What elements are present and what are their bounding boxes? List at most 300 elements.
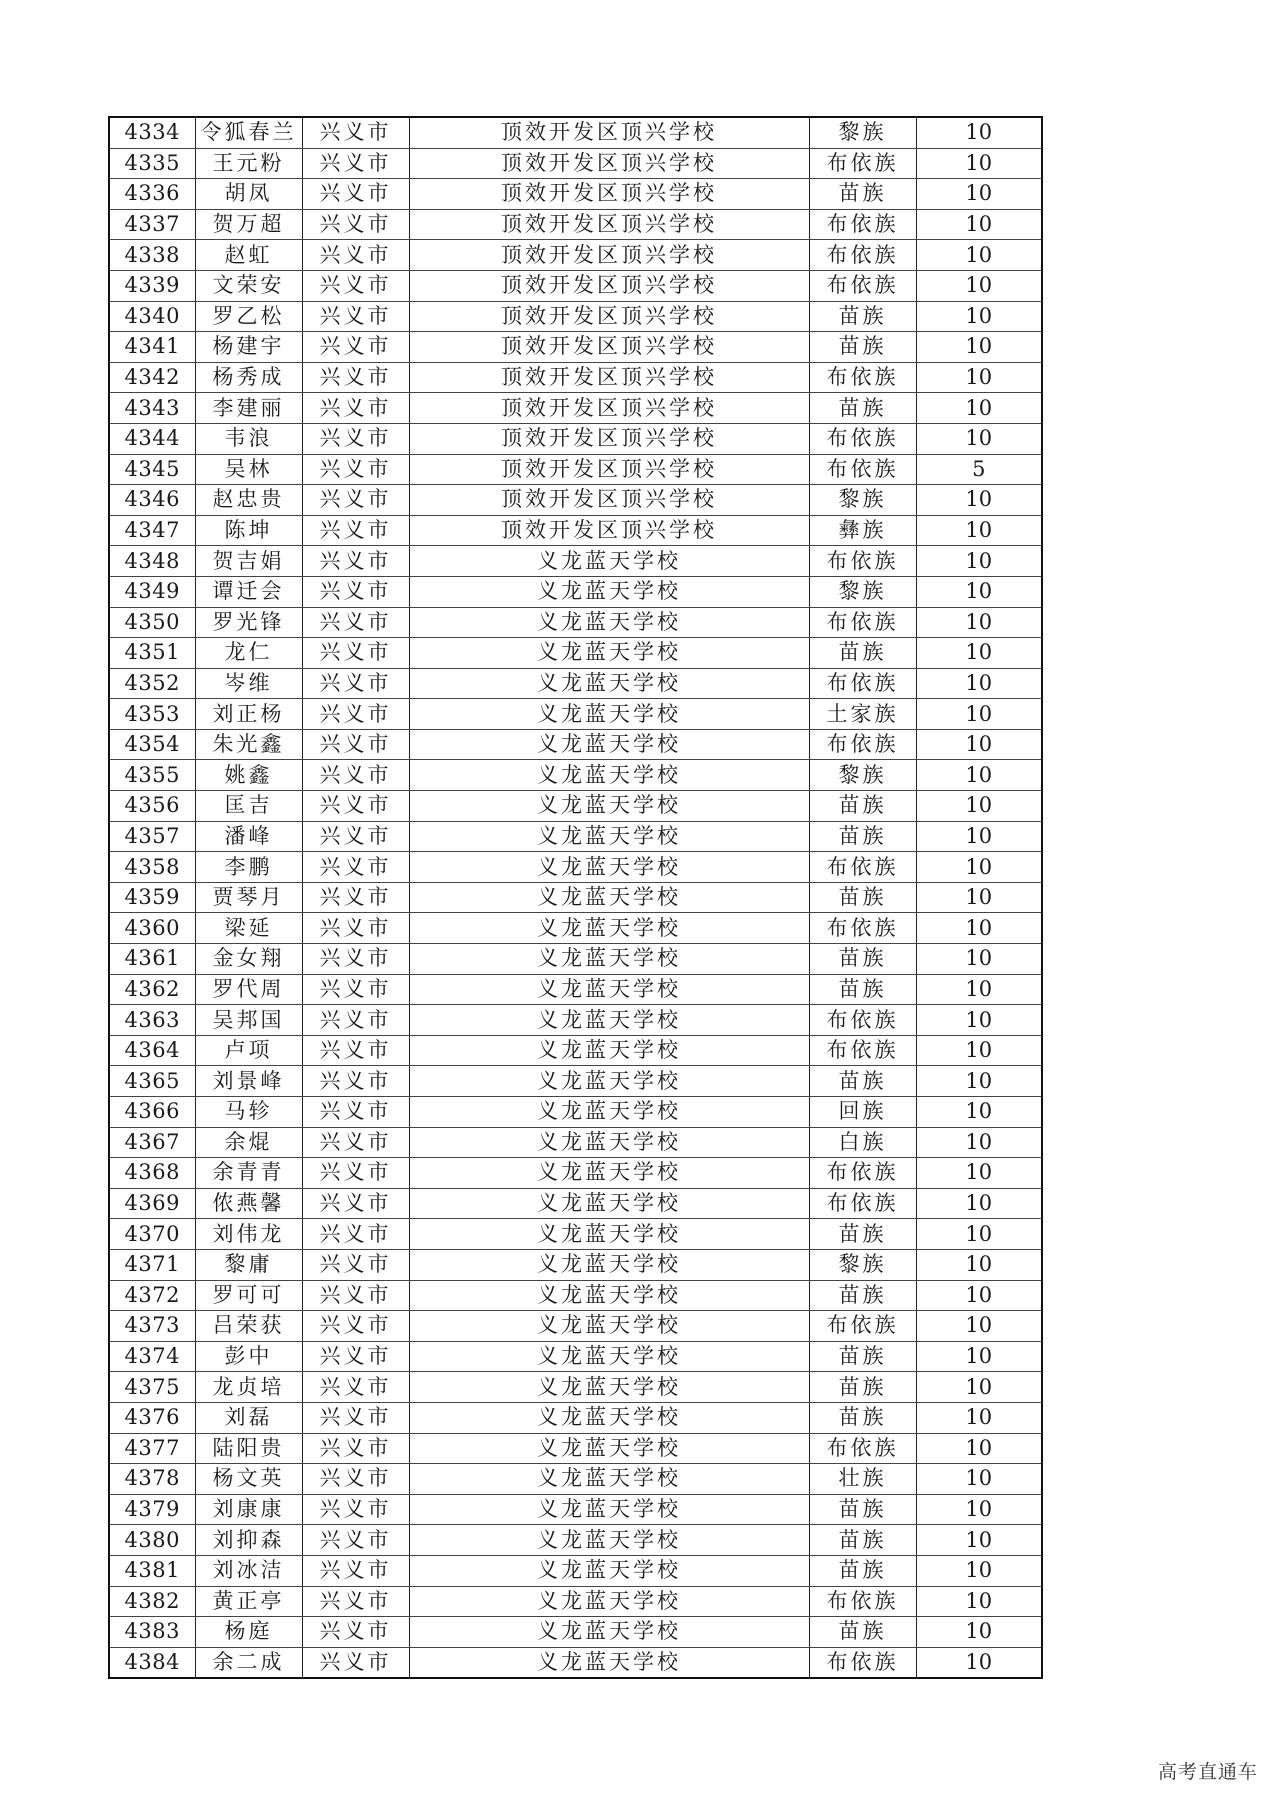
student-name-cell: 刘抑森: [195, 1525, 302, 1556]
city-cell: 兴义市: [302, 852, 409, 883]
bonus-points-cell: 10: [916, 332, 1042, 363]
table-row: [109, 1433, 1042, 1464]
bonus-points-cell: 10: [916, 1525, 1042, 1556]
ethnicity-cell: 布依族: [809, 1311, 916, 1342]
bonus-points-cell: 10: [916, 148, 1042, 179]
bonus-points-cell: 10: [916, 240, 1042, 271]
row-number-cell: 4359: [109, 882, 195, 913]
student-name-cell: 文荣安: [195, 270, 302, 301]
student-name-cell: 余焜: [195, 1127, 302, 1158]
bonus-points-cell: 10: [916, 423, 1042, 454]
city-cell: 兴义市: [302, 423, 409, 454]
bonus-points-cell: 10: [916, 699, 1042, 730]
bonus-points-cell: 10: [916, 1005, 1042, 1036]
city-cell: 兴义市: [302, 1617, 409, 1648]
city-cell: 兴义市: [302, 1402, 409, 1433]
student-name-cell: 杨文英: [195, 1464, 302, 1495]
row-number-cell: 4366: [109, 1097, 195, 1128]
city-cell: 兴义市: [302, 638, 409, 669]
city-cell: 兴义市: [302, 209, 409, 240]
school-name-cell: 顶效开发区顶兴学校: [409, 148, 809, 179]
table-row: [109, 1494, 1042, 1525]
table-row: [109, 362, 1042, 393]
ethnicity-cell: 苗族: [809, 821, 916, 852]
table-row: [109, 546, 1042, 577]
student-name-cell: 余青青: [195, 1158, 302, 1189]
city-cell: 兴义市: [302, 301, 409, 332]
ethnicity-cell: 布依族: [809, 729, 916, 760]
bonus-points-cell: 10: [916, 1494, 1042, 1525]
row-number-cell: 4381: [109, 1555, 195, 1586]
city-cell: 兴义市: [302, 1280, 409, 1311]
city-cell: 兴义市: [302, 332, 409, 363]
city-cell: 兴义市: [302, 1005, 409, 1036]
school-name-cell: 顶效开发区顶兴学校: [409, 423, 809, 454]
ethnicity-cell: 布依族: [809, 1035, 916, 1066]
table-row: [109, 638, 1042, 669]
bonus-points-cell: 10: [916, 638, 1042, 669]
ethnicity-cell: 苗族: [809, 332, 916, 363]
city-cell: 兴义市: [302, 485, 409, 516]
school-name-cell: 义龙蓝天学校: [409, 729, 809, 760]
ethnicity-cell: 布依族: [809, 209, 916, 240]
school-name-cell: 顶效开发区顶兴学校: [409, 301, 809, 332]
student-name-cell: 赵忠贵: [195, 485, 302, 516]
score-list-table-container: [108, 116, 1043, 1679]
school-name-cell: 义龙蓝天学校: [409, 791, 809, 822]
city-cell: 兴义市: [302, 546, 409, 577]
bonus-points-cell: 10: [916, 1249, 1042, 1280]
row-number-cell: 4376: [109, 1402, 195, 1433]
watermark-text: 高考直通车: [1157, 1761, 1258, 1783]
school-name-cell: 义龙蓝天学校: [409, 1402, 809, 1433]
student-name-cell: 刘冰洁: [195, 1555, 302, 1586]
ethnicity-cell: 布依族: [809, 148, 916, 179]
bonus-points-cell: 10: [916, 117, 1042, 148]
table-row: [109, 148, 1042, 179]
ethnicity-cell: 苗族: [809, 1066, 916, 1097]
table-row: [109, 944, 1042, 975]
table-row: [109, 1188, 1042, 1219]
city-cell: 兴义市: [302, 1097, 409, 1128]
student-name-cell: 潘峰: [195, 821, 302, 852]
city-cell: 兴义市: [302, 515, 409, 546]
city-cell: 兴义市: [302, 1555, 409, 1586]
score-list-table: [108, 116, 1043, 1679]
student-name-cell: 贺吉娟: [195, 546, 302, 577]
ethnicity-cell: 苗族: [809, 1617, 916, 1648]
student-name-cell: 杨庭: [195, 1617, 302, 1648]
bonus-points-cell: 10: [916, 1280, 1042, 1311]
table-row: [109, 1219, 1042, 1250]
city-cell: 兴义市: [302, 117, 409, 148]
school-name-cell: 义龙蓝天学校: [409, 944, 809, 975]
row-number-cell: 4368: [109, 1158, 195, 1189]
student-name-cell: 岑维: [195, 668, 302, 699]
school-name-cell: 顶效开发区顶兴学校: [409, 209, 809, 240]
city-cell: 兴义市: [302, 974, 409, 1005]
school-name-cell: 义龙蓝天学校: [409, 1066, 809, 1097]
city-cell: 兴义市: [302, 1464, 409, 1495]
row-number-cell: 4335: [109, 148, 195, 179]
table-row: [109, 332, 1042, 363]
student-name-cell: 胡凤: [195, 179, 302, 210]
table-row: [109, 117, 1042, 148]
table-row: [109, 423, 1042, 454]
student-name-cell: 刘康康: [195, 1494, 302, 1525]
row-number-cell: 4357: [109, 821, 195, 852]
bonus-points-cell: 10: [916, 515, 1042, 546]
table-row: [109, 1066, 1042, 1097]
row-number-cell: 4353: [109, 699, 195, 730]
row-number-cell: 4364: [109, 1035, 195, 1066]
bonus-points-cell: 10: [916, 791, 1042, 822]
bonus-points-cell: 10: [916, 485, 1042, 516]
city-cell: 兴义市: [302, 240, 409, 271]
table-row: [109, 882, 1042, 913]
row-number-cell: 4344: [109, 423, 195, 454]
school-name-cell: 义龙蓝天学校: [409, 1617, 809, 1648]
city-cell: 兴义市: [302, 1188, 409, 1219]
ethnicity-cell: 苗族: [809, 1555, 916, 1586]
city-cell: 兴义市: [302, 1311, 409, 1342]
row-number-cell: 4383: [109, 1617, 195, 1648]
bonus-points-cell: 10: [916, 1464, 1042, 1495]
city-cell: 兴义市: [302, 1586, 409, 1617]
table-row: [109, 1647, 1042, 1678]
bonus-points-cell: 10: [916, 607, 1042, 638]
city-cell: 兴义市: [302, 944, 409, 975]
table-row: [109, 1097, 1042, 1128]
bonus-points-cell: 10: [916, 179, 1042, 210]
city-cell: 兴义市: [302, 791, 409, 822]
school-name-cell: 义龙蓝天学校: [409, 882, 809, 913]
row-number-cell: 4339: [109, 270, 195, 301]
school-name-cell: 义龙蓝天学校: [409, 913, 809, 944]
row-number-cell: 4377: [109, 1433, 195, 1464]
row-number-cell: 4361: [109, 944, 195, 975]
student-name-cell: 姚鑫: [195, 760, 302, 791]
city-cell: 兴义市: [302, 1219, 409, 1250]
school-name-cell: 义龙蓝天学校: [409, 1372, 809, 1403]
ethnicity-cell: 苗族: [809, 944, 916, 975]
city-cell: 兴义市: [302, 607, 409, 638]
table-row: [109, 821, 1042, 852]
city-cell: 兴义市: [302, 668, 409, 699]
bonus-points-cell: 10: [916, 1586, 1042, 1617]
city-cell: 兴义市: [302, 699, 409, 730]
ethnicity-cell: 苗族: [809, 179, 916, 210]
ethnicity-cell: 布依族: [809, 852, 916, 883]
student-name-cell: 梁延: [195, 913, 302, 944]
table-row: [109, 1280, 1042, 1311]
ethnicity-cell: 布依族: [809, 362, 916, 393]
row-number-cell: 4341: [109, 332, 195, 363]
city-cell: 兴义市: [302, 821, 409, 852]
ethnicity-cell: 苗族: [809, 393, 916, 424]
ethnicity-cell: 黎族: [809, 576, 916, 607]
student-name-cell: 陈坤: [195, 515, 302, 546]
bonus-points-cell: 10: [916, 944, 1042, 975]
school-name-cell: 义龙蓝天学校: [409, 1494, 809, 1525]
table-row: [109, 699, 1042, 730]
city-cell: 兴义市: [302, 760, 409, 791]
ethnicity-cell: 布依族: [809, 1158, 916, 1189]
row-number-cell: 4355: [109, 760, 195, 791]
school-name-cell: 义龙蓝天学校: [409, 974, 809, 1005]
row-number-cell: 4354: [109, 729, 195, 760]
row-number-cell: 4347: [109, 515, 195, 546]
school-name-cell: 顶效开发区顶兴学校: [409, 270, 809, 301]
city-cell: 兴义市: [302, 362, 409, 393]
bonus-points-cell: 10: [916, 576, 1042, 607]
school-name-cell: 顶效开发区顶兴学校: [409, 240, 809, 271]
row-number-cell: 4360: [109, 913, 195, 944]
ethnicity-cell: 布依族: [809, 240, 916, 271]
city-cell: 兴义市: [302, 913, 409, 944]
ethnicity-cell: 苗族: [809, 974, 916, 1005]
row-number-cell: 4374: [109, 1341, 195, 1372]
bonus-points-cell: 10: [916, 1372, 1042, 1403]
student-name-cell: 陆阳贵: [195, 1433, 302, 1464]
school-name-cell: 义龙蓝天学校: [409, 546, 809, 577]
ethnicity-cell: 黎族: [809, 1249, 916, 1280]
table-body: [109, 117, 1042, 1678]
table-row: [109, 240, 1042, 271]
bonus-points-cell: 10: [916, 209, 1042, 240]
table-row: [109, 852, 1042, 883]
table-row: [109, 485, 1042, 516]
row-number-cell: 4334: [109, 117, 195, 148]
table-row: [109, 1372, 1042, 1403]
ethnicity-cell: 布依族: [809, 1647, 916, 1678]
ethnicity-cell: 黎族: [809, 760, 916, 791]
bonus-points-cell: 10: [916, 1188, 1042, 1219]
student-name-cell: 刘景峰: [195, 1066, 302, 1097]
ethnicity-cell: 苗族: [809, 882, 916, 913]
city-cell: 兴义市: [302, 1066, 409, 1097]
ethnicity-cell: 布依族: [809, 423, 916, 454]
student-name-cell: 韦浪: [195, 423, 302, 454]
table-row: [109, 1402, 1042, 1433]
table-row: [109, 668, 1042, 699]
table-row: [109, 974, 1042, 1005]
student-name-cell: 罗代周: [195, 974, 302, 1005]
school-name-cell: 义龙蓝天学校: [409, 821, 809, 852]
student-name-cell: 赵虹: [195, 240, 302, 271]
row-number-cell: 4358: [109, 852, 195, 883]
table-row: [109, 1311, 1042, 1342]
student-name-cell: 黄正亭: [195, 1586, 302, 1617]
table-row: [109, 301, 1042, 332]
bonus-points-cell: 10: [916, 1617, 1042, 1648]
student-name-cell: 彭中: [195, 1341, 302, 1372]
school-name-cell: 义龙蓝天学校: [409, 1249, 809, 1280]
school-name-cell: 顶效开发区顶兴学校: [409, 179, 809, 210]
school-name-cell: 义龙蓝天学校: [409, 1097, 809, 1128]
student-name-cell: 朱光鑫: [195, 729, 302, 760]
ethnicity-cell: 土家族: [809, 699, 916, 730]
ethnicity-cell: 布依族: [809, 546, 916, 577]
row-number-cell: 4349: [109, 576, 195, 607]
ethnicity-cell: 回族: [809, 1097, 916, 1128]
city-cell: 兴义市: [302, 1372, 409, 1403]
row-number-cell: 4336: [109, 179, 195, 210]
row-number-cell: 4351: [109, 638, 195, 669]
row-number-cell: 4372: [109, 1280, 195, 1311]
bonus-points-cell: 10: [916, 301, 1042, 332]
row-number-cell: 4352: [109, 668, 195, 699]
school-name-cell: 义龙蓝天学校: [409, 699, 809, 730]
bonus-points-cell: 10: [916, 1127, 1042, 1158]
school-name-cell: 义龙蓝天学校: [409, 1586, 809, 1617]
table-row: [109, 1617, 1042, 1648]
city-cell: 兴义市: [302, 393, 409, 424]
student-name-cell: 李建丽: [195, 393, 302, 424]
ethnicity-cell: 苗族: [809, 1494, 916, 1525]
row-number-cell: 4379: [109, 1494, 195, 1525]
ethnicity-cell: 苗族: [809, 1280, 916, 1311]
ethnicity-cell: 苗族: [809, 1402, 916, 1433]
school-name-cell: 义龙蓝天学校: [409, 1005, 809, 1036]
ethnicity-cell: 布依族: [809, 270, 916, 301]
school-name-cell: 义龙蓝天学校: [409, 1555, 809, 1586]
table-row: [109, 393, 1042, 424]
student-name-cell: 卢项: [195, 1035, 302, 1066]
city-cell: 兴义市: [302, 1035, 409, 1066]
ethnicity-cell: 布依族: [809, 607, 916, 638]
bonus-points-cell: 10: [916, 1035, 1042, 1066]
table-row: [109, 760, 1042, 791]
bonus-points-cell: 10: [916, 1311, 1042, 1342]
bonus-points-cell: 10: [916, 974, 1042, 1005]
city-cell: 兴义市: [302, 882, 409, 913]
school-name-cell: 义龙蓝天学校: [409, 1188, 809, 1219]
row-number-cell: 4338: [109, 240, 195, 271]
student-name-cell: 侬燕馨: [195, 1188, 302, 1219]
student-name-cell: 刘伟龙: [195, 1219, 302, 1250]
student-name-cell: 李鹏: [195, 852, 302, 883]
row-number-cell: 4356: [109, 791, 195, 822]
bonus-points-cell: 10: [916, 362, 1042, 393]
bonus-points-cell: 10: [916, 1647, 1042, 1678]
bonus-points-cell: 10: [916, 546, 1042, 577]
row-number-cell: 4365: [109, 1066, 195, 1097]
city-cell: 兴义市: [302, 729, 409, 760]
city-cell: 兴义市: [302, 1249, 409, 1280]
table-row: [109, 1341, 1042, 1372]
bonus-points-cell: 10: [916, 882, 1042, 913]
table-row: [109, 1005, 1042, 1036]
bonus-points-cell: 10: [916, 1158, 1042, 1189]
school-name-cell: 顶效开发区顶兴学校: [409, 485, 809, 516]
city-cell: 兴义市: [302, 576, 409, 607]
bonus-points-cell: 10: [916, 852, 1042, 883]
school-name-cell: 义龙蓝天学校: [409, 1219, 809, 1250]
school-name-cell: 义龙蓝天学校: [409, 638, 809, 669]
table-row: [109, 1035, 1042, 1066]
student-name-cell: 罗光锋: [195, 607, 302, 638]
ethnicity-cell: 布依族: [809, 1433, 916, 1464]
student-name-cell: 马轸: [195, 1097, 302, 1128]
school-name-cell: 顶效开发区顶兴学校: [409, 515, 809, 546]
ethnicity-cell: 白族: [809, 1127, 916, 1158]
table-row: [109, 454, 1042, 485]
city-cell: 兴义市: [302, 1494, 409, 1525]
table-row: [109, 729, 1042, 760]
row-number-cell: 4370: [109, 1219, 195, 1250]
student-name-cell: 余二成: [195, 1647, 302, 1678]
student-name-cell: 吴邦国: [195, 1005, 302, 1036]
bonus-points-cell: 10: [916, 1433, 1042, 1464]
city-cell: 兴义市: [302, 1647, 409, 1678]
table-row: [109, 913, 1042, 944]
bonus-points-cell: 10: [916, 821, 1042, 852]
school-name-cell: 义龙蓝天学校: [409, 607, 809, 638]
ethnicity-cell: 苗族: [809, 1341, 916, 1372]
row-number-cell: 4384: [109, 1647, 195, 1678]
row-number-cell: 4369: [109, 1188, 195, 1219]
school-name-cell: 顶效开发区顶兴学校: [409, 454, 809, 485]
student-name-cell: 龙仁: [195, 638, 302, 669]
school-name-cell: 义龙蓝天学校: [409, 1341, 809, 1372]
ethnicity-cell: 布依族: [809, 668, 916, 699]
ethnicity-cell: 苗族: [809, 638, 916, 669]
ethnicity-cell: 布依族: [809, 1188, 916, 1219]
table-row: [109, 1525, 1042, 1556]
row-number-cell: 4348: [109, 546, 195, 577]
row-number-cell: 4371: [109, 1249, 195, 1280]
student-name-cell: 杨建宇: [195, 332, 302, 363]
student-name-cell: 吴林: [195, 454, 302, 485]
city-cell: 兴义市: [302, 454, 409, 485]
ethnicity-cell: 布依族: [809, 454, 916, 485]
student-name-cell: 贺万超: [195, 209, 302, 240]
school-name-cell: 义龙蓝天学校: [409, 760, 809, 791]
school-name-cell: 义龙蓝天学校: [409, 1035, 809, 1066]
school-name-cell: 义龙蓝天学校: [409, 1464, 809, 1495]
student-name-cell: 金女翔: [195, 944, 302, 975]
ethnicity-cell: 壮族: [809, 1464, 916, 1495]
school-name-cell: 义龙蓝天学校: [409, 1525, 809, 1556]
ethnicity-cell: 彝族: [809, 515, 916, 546]
row-number-cell: 4382: [109, 1586, 195, 1617]
school-name-cell: 义龙蓝天学校: [409, 668, 809, 699]
city-cell: 兴义市: [302, 1341, 409, 1372]
ethnicity-cell: 苗族: [809, 1219, 916, 1250]
bonus-points-cell: 10: [916, 760, 1042, 791]
school-name-cell: 义龙蓝天学校: [409, 576, 809, 607]
city-cell: 兴义市: [302, 1433, 409, 1464]
table-row: [109, 179, 1042, 210]
table-row: [109, 209, 1042, 240]
school-name-cell: 义龙蓝天学校: [409, 1127, 809, 1158]
city-cell: 兴义市: [302, 270, 409, 301]
row-number-cell: 4337: [109, 209, 195, 240]
city-cell: 兴义市: [302, 1127, 409, 1158]
bonus-points-cell: 5: [916, 454, 1042, 485]
row-number-cell: 4350: [109, 607, 195, 638]
row-number-cell: 4345: [109, 454, 195, 485]
table-row: [109, 1464, 1042, 1495]
bonus-points-cell: 10: [916, 393, 1042, 424]
table-row: [109, 607, 1042, 638]
ethnicity-cell: 苗族: [809, 1525, 916, 1556]
bonus-points-cell: 10: [916, 1097, 1042, 1128]
table-row: [109, 1158, 1042, 1189]
bonus-points-cell: 10: [916, 913, 1042, 944]
ethnicity-cell: 苗族: [809, 1372, 916, 1403]
